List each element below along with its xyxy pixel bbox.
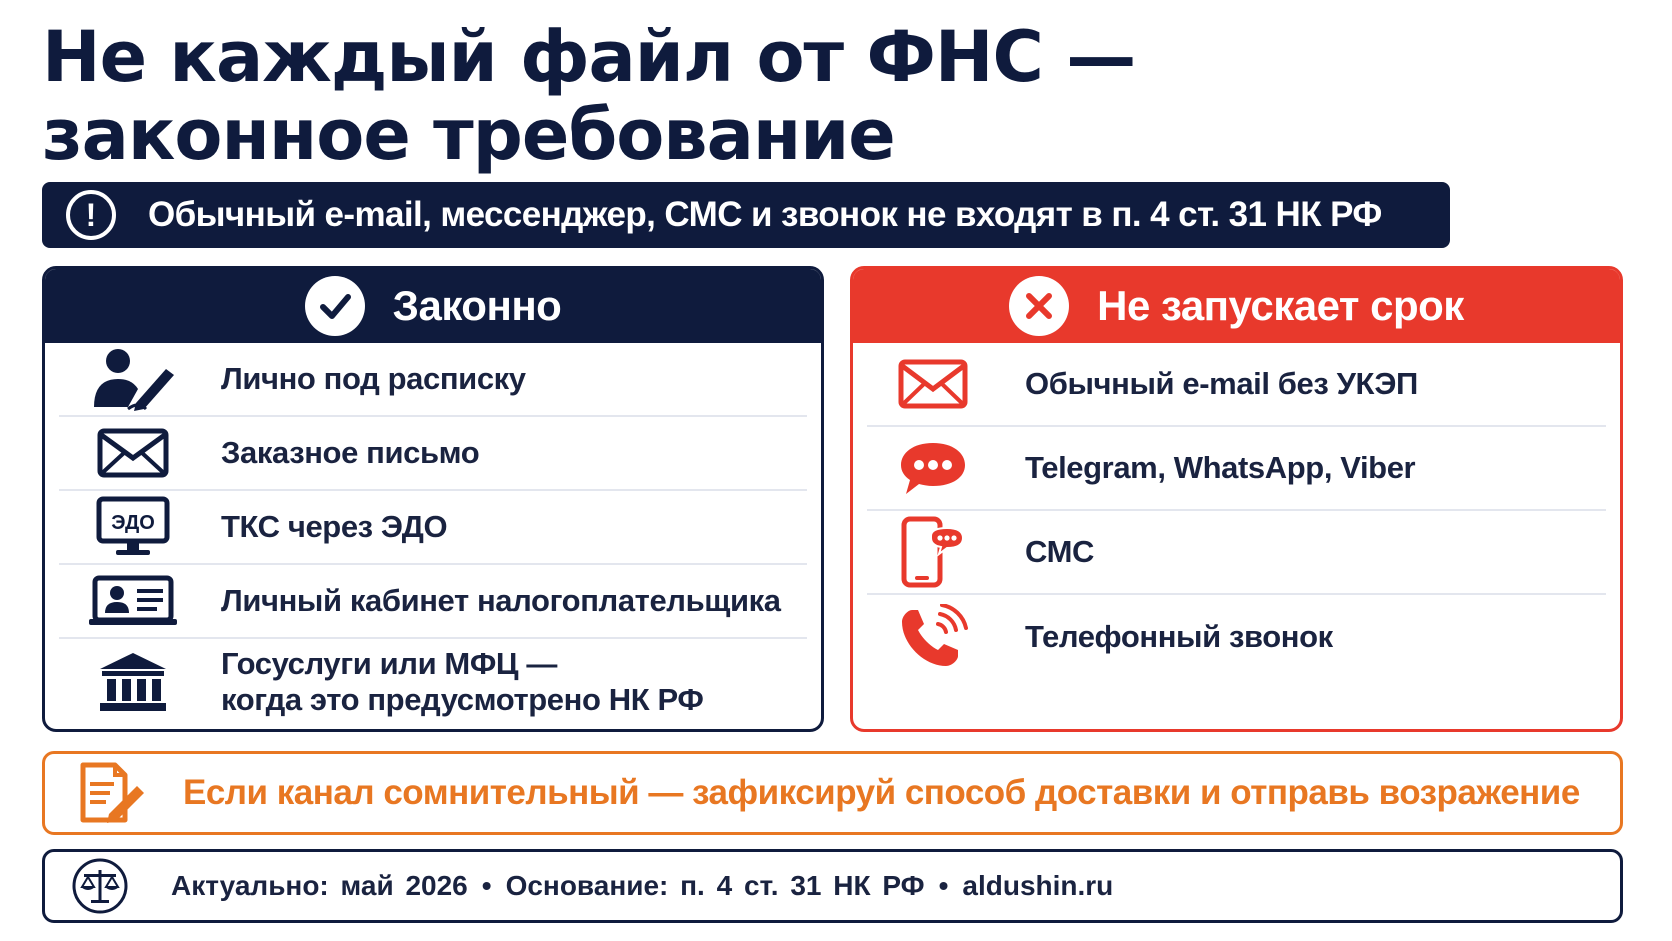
non-legal-item [867,511,1606,595]
scales-icon [71,857,129,915]
legal-panel-heading: Законно [392,282,562,329]
legal-item [59,639,807,725]
person-signing-icon [59,347,207,411]
cross-icon [1009,276,1069,336]
non-legal-item-label: Telegram, WhatsApp, Viber [1025,450,1416,485]
envelope-icon [59,428,207,478]
envelope-icon [867,359,999,409]
page-title [42,18,1242,174]
legal-item [59,417,807,491]
monitor-edo-icon [59,496,207,558]
non-legal-item [867,595,1606,679]
footer-bar [42,849,1623,923]
non-legal-item-label: СМС [1025,534,1094,569]
legal-item-label: Личный кабинет налогоплательщика [221,583,781,618]
legal-item-label-line2: когда это предусмотрено НК РФ [221,682,704,717]
id-card-icon [59,575,207,627]
advice-banner [42,751,1623,835]
non-legal-item-label: Обычный e-mail без УКЭП [1025,366,1418,401]
legal-item-label: Заказное письмо [221,435,480,470]
footer-actual-date: Актуально: май 2026 [171,870,468,901]
non-legal-item-label: Телефонный звонок [1025,619,1333,654]
legal-item [59,343,807,417]
chat-bubble-icon [867,440,999,496]
footer-legal-basis: Основание: п. 4 ст. 31 НК РФ [505,870,925,901]
footer-text [171,870,1113,902]
document-pen-icon [77,762,147,824]
legal-item-label: Лично под расписку [221,361,526,396]
legal-item-label [221,646,703,718]
legal-item [59,491,807,565]
non-legal-item [867,343,1606,427]
alert-banner [42,182,1450,248]
alert-text: Обычный e-mail, мессенджер, СМС и звонок не входят в п. 4 ст. 31 НК РФ [148,195,1382,234]
smartphone-sms-icon [867,516,999,588]
advice-text: Если канал сомнительный — зафиксируй способ доставки и отправь возражение [183,773,1580,812]
non-legal-item [867,427,1606,511]
legal-item [59,565,807,639]
exclamation-icon: ! [66,190,116,240]
footer-separator: • [938,870,949,901]
legal-item-label-line1: Госуслуги или МФЦ — [221,646,557,681]
non-legal-panel-heading: Не запускает срок [1097,282,1464,329]
edo-badge-text: ЭДО [111,512,155,534]
non-legal-channels-panel [850,266,1623,732]
phone-call-icon [867,604,999,670]
legal-panel-header [45,269,821,343]
government-building-icon [59,651,207,713]
footer-separator: • [481,870,492,901]
check-icon [305,276,365,336]
non-legal-panel-header [853,269,1620,343]
title-line-1: Не каждый файл от ФНС — [42,16,1136,98]
legal-channels-panel [42,266,824,732]
title-line-2: законное требование [42,94,895,176]
legal-item-label: ТКС через ЭДО [221,509,448,544]
footer-site-link[interactable]: aldushin.ru [962,870,1114,901]
